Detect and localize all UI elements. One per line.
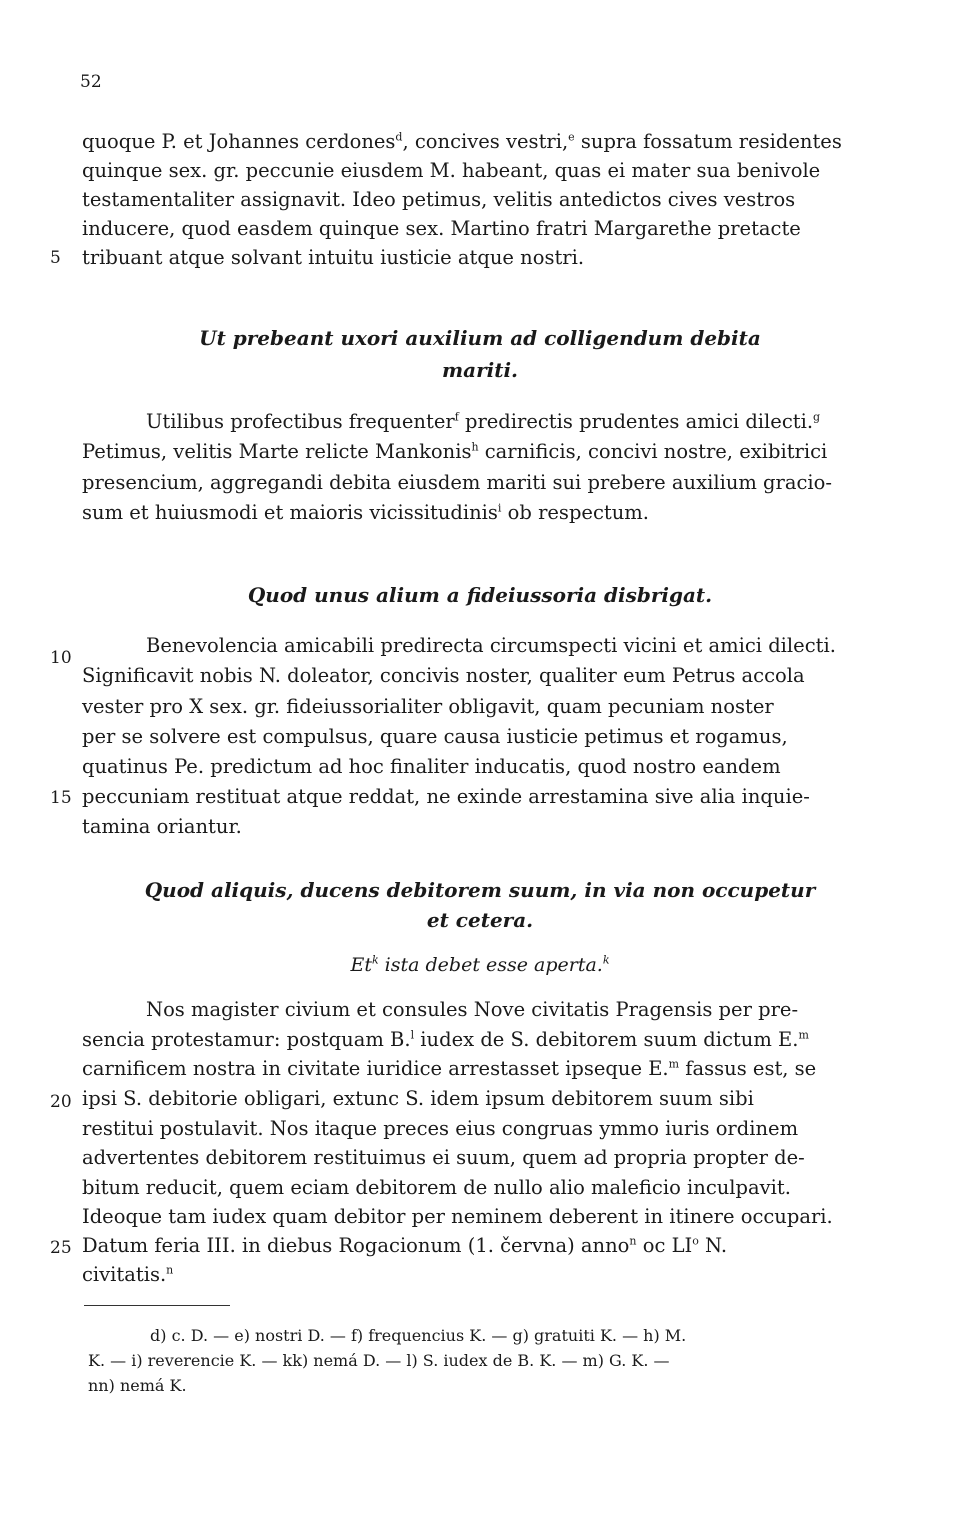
text-line: tribuant atque solvant intuitu iusticie atque nostri. <box>82 246 585 269</box>
page-number: 52 <box>80 72 102 92</box>
text-line: quinque sex. gr. peccunie eiusdem M. habeant, quas ei mater sua benivole <box>82 159 821 182</box>
text-line: restitui postulavit. Nos itaque preces eius congruas ymmo iuris ordinem <box>82 1117 799 1140</box>
text-line: sum et huiusmodi et maioris vicissitudinis$^i$ ob respectum. <box>82 501 649 524</box>
section-heading: Quod unus alium a fideiussoria disbrigat. <box>247 583 713 607</box>
section-heading: Ut prebeant uxori auxilium ad colligendum debita <box>199 326 761 350</box>
text-line: inducere, quod easdem quinque sex. Martino fratri Margarethe pretacte <box>82 217 801 240</box>
text-line: Benevolencia amicabili predirecta circumspecti vicini et amici dilecti. <box>146 634 836 657</box>
section-subheading: Et$^k$ ista debet esse aperta.$^k$ <box>350 953 610 976</box>
section-heading: et cetera. <box>426 908 534 932</box>
text-line: peccuniam restituat atque reddat, ne exinde arrestamina sive alia inquie- <box>82 785 810 808</box>
text-line: advertentes debitorem restituimus ei suum, quem ad propria propter de- <box>82 1146 805 1169</box>
text-line: Ideoque tam iudex quam debitor per neminem deberent in itinere occupari. <box>82 1205 833 1228</box>
line-number: 10 <box>50 648 72 668</box>
text-line: testamentaliter assignavit. Ideo petimus, velitis antedictos cives vestros <box>82 188 796 211</box>
text-line: tamina oriantur. <box>82 815 242 838</box>
line-number: 15 <box>50 788 72 808</box>
text-line: Significavit nobis N. doleator, concivis noster, qualiter eum Petrus accola <box>82 664 805 687</box>
footnote-line: nn) nemá K. <box>88 1376 187 1395</box>
line-number: 5 <box>50 248 61 268</box>
text-line: sencia protestamur: postquam B.$^l$ iudex de S. debitorem suum dictum E.$^m$ <box>82 1028 809 1051</box>
footnote-rule <box>84 1305 230 1306</box>
text-line: civitatis.$^n$ <box>82 1263 174 1286</box>
text-line: carnificem nostra in civitate iuridice arrestasset ipseque E.$^m$ fassus est, se <box>82 1057 817 1080</box>
text-line: per se solvere est compulsus, quare causa iusticie petimus et rogamus, <box>82 725 788 748</box>
line-number: 20 <box>50 1092 72 1112</box>
section-heading: Quod aliquis, ducens debitorem suum, in via non occupetur <box>144 878 816 902</box>
text-line: ipsi S. debitorie obligari, extunc S. idem ipsum debitorem suum sibi <box>82 1087 754 1110</box>
section-heading: mariti. <box>441 358 519 382</box>
text-line: Datum feria III. in diebus Rogacionum (1. června) anno$^n$ oc $LI^o$ N. <box>82 1234 728 1257</box>
text-line: quoque P. et Johannes cerdones$^d$, concives vestri,$^e$ supra fossatum residentes <box>82 130 842 153</box>
footnote-line: d) c. D. — e) nostri D. — f) frequencius K. — g) gratuiti K. — h) M. <box>150 1326 687 1345</box>
text-line: presencium, aggregandi debita eiusdem mariti sui prebere auxilium gracio- <box>82 471 832 494</box>
text-line: Petimus, velitis Marte relicte Mankonis$^h$ carnificis, concivi nostre, exibitrici <box>82 440 828 463</box>
text-line: bitum reducit, quem eciam debitorem de nullo alio maleficio inculpavit. <box>82 1176 791 1199</box>
line-number: 25 <box>50 1238 72 1258</box>
footnote-line: K. — i) reverencie K. — kk) nemá D. — l) S. iudex de B. K. — m) G. K. — <box>88 1351 670 1370</box>
text-line: Nos magister civium et consules Nove civitatis Pragensis per pre- <box>146 998 799 1021</box>
text-line: quatinus Pe. predictum ad hoc finaliter inducatis, quod nostro eandem <box>82 755 781 778</box>
text-line: vester pro X sex. gr. fideiussorialiter obligavit, quam pecuniam noster <box>82 695 774 718</box>
text-line: Utilibus profectibus frequenter$^f$ predirectis prudentes amici dilecti.$^g$ <box>146 410 821 433</box>
